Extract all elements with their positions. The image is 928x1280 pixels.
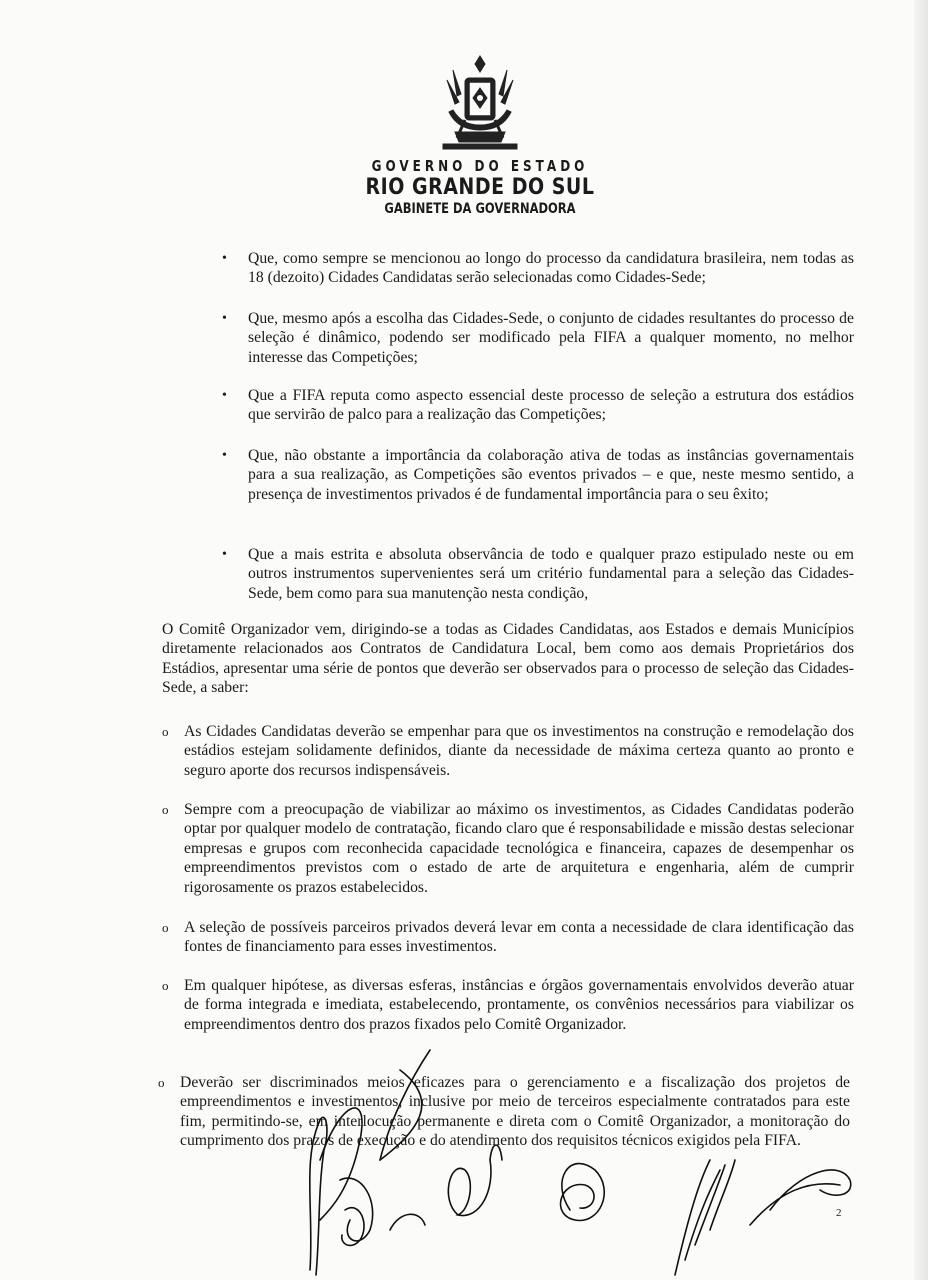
letterhead-office: GABINETE DA GOVERNADORA xyxy=(384,199,576,217)
bullet-item xyxy=(222,309,854,367)
point-text: As Cidades Candidatas deverão se empenhar para que os investimentos na construção e remodelação dos estádios estejam solidamente definidos, diante da necessidade de máxima certeza quanto ao pronto e seguro aporte dos recursos indispensáveis. xyxy=(184,723,854,779)
state-coat-of-arms-icon xyxy=(435,50,525,155)
point-marker: o xyxy=(158,1075,165,1090)
point-text: Sempre com a preocupação de viabilizar ao máximo os investimentos, as Cidades Candidatas poderão optar por qualquer modelo de contratação, ficando claro que é responsabilidade e missão destas selecionar empresas e grupos com reconhecida capacidade tecnológica e financeira, capazes de desempenhar os empreendimentos previstos com o estado de arte de arquitetura e engenharia, além de cumprir rigorosamente os prazos estabelecidos. xyxy=(184,801,854,896)
point-marker: o xyxy=(162,724,169,739)
bullet-text: Que, como sempre se mencionou ao longo do processo da candidatura brasileira, nem todas as 18 (dezoito) Cidades Candidatas serão selecionadas como Cidades-Sede; xyxy=(248,250,854,287)
intro-paragraph: O Comitê Organizador vem, dirigindo-se a todas as Cidades Candidatas, aos Estados e demais Municípios diretamente relacionados aos Contratos de Candidatura Local, bem como aos demais Proprietários dos Estádios, apresentar uma série de pontos que deverão ser observados para o processo de seleção das Cidades-Sede, a saber: xyxy=(162,621,854,697)
letterhead-state: RIO GRANDE DO SUL xyxy=(365,174,595,200)
point-item xyxy=(162,722,854,780)
handwritten-signatures-icon xyxy=(280,1040,880,1280)
bullet-item xyxy=(222,446,854,504)
point-item xyxy=(162,800,854,897)
bullet-text: Que, mesmo após a escolha das Cidades-Sede, o conjunto de cidades resultantes do processo de seleção é dinâmico, podendo ser modificado pela FIFA a qualquer momento, no melhor interesse das Competições; xyxy=(248,310,854,366)
bullet-marker: • xyxy=(222,388,227,403)
bullet-marker: • xyxy=(222,251,227,266)
point-text: Em qualquer hipótese, as diversas esferas, instâncias e órgãos governamentais envolvidos deverão atuar de forma integrada e imediata, estabelecendo, prontamente, os convênios necessários para viabilizar os empreendimentos dentro dos prazos fixados pelo Comitê Organizador. xyxy=(184,977,854,1033)
bullet-text: Que a mais estrita e absoluta observância de todo e qualquer prazo estipulado neste ou em outros instrumentos supervenientes será um critério fundamental para a seleção das Cidades-Sede, bem como para sua manutenção nesta condição, xyxy=(248,546,854,602)
point-marker: o xyxy=(162,978,169,993)
point-item xyxy=(162,918,854,957)
point-item xyxy=(162,976,854,1034)
point-marker: o xyxy=(162,920,169,935)
bullet-item xyxy=(222,249,854,288)
letterhead-government: GOVERNO DO ESTADO xyxy=(371,157,589,175)
point-text: Deverão ser discriminados meios eficazes para o gerenciamento e a fiscalização dos projetos de empreendimentos e investimentos, inclusive por meio de terceiros especialmente contratados para este fim, permitindo-se, em interlocução permanente e direta com o Comitê Organizador, a monitoração do cumprimento dos prazos de execução e do atendimento dos requisitos técnicos exigidos pela FIFA. xyxy=(180,1074,850,1150)
page-edge xyxy=(914,0,928,1280)
letterhead xyxy=(360,50,600,215)
point-text: A seleção de possíveis parceiros privados deverá levar em conta a necessidade de clara identificação das fontes de financiamento para esses investimentos. xyxy=(184,919,854,956)
bullet-marker: • xyxy=(222,448,227,463)
bullet-marker: • xyxy=(222,547,227,562)
point-marker: o xyxy=(162,802,169,817)
bullet-text: Que, não obstante a importância da colaboração ativa de todas as instâncias governamentais para a sua realização, as Competições são eventos privados – e que, neste mesmo sentido, a presença de investimentos privados é de fundamental importância para o seu êxito; xyxy=(248,447,854,503)
bullet-item xyxy=(222,386,854,425)
bullet-marker: • xyxy=(222,311,227,326)
page-number: 2 xyxy=(836,1207,842,1219)
bullet-text: Que a FIFA reputa como aspecto essencial deste processo de seleção a estrutura dos estádios que servirão de palco para a realização das Competições; xyxy=(248,387,854,424)
bullet-item xyxy=(222,545,854,603)
